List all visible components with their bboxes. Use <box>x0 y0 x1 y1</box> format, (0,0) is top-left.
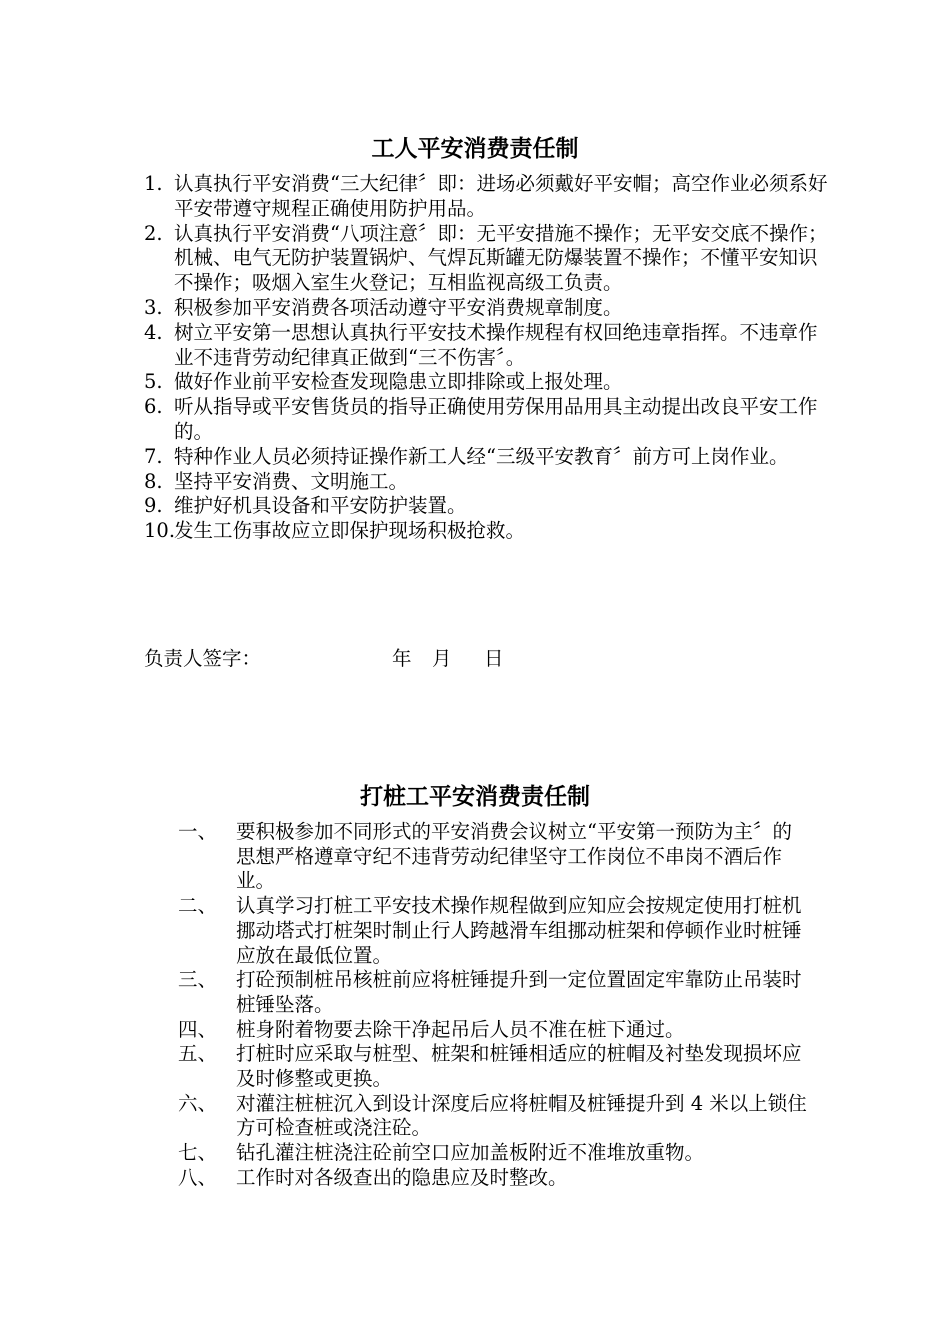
item-text: 认真执行平安消费“八项注意〞即：无平安措施不操作；无平安交底不操作；机械、电气无防护装置锅炉、气焊瓦斯罐无防爆装置不操作；不懂平安知识不操作；吸烟入室生火登记；互相监视高级工负责。 <box>174 221 828 295</box>
item-text: 做好作业前平安检查发现隐患立即排除或上报处理。 <box>174 370 623 394</box>
item-text: 坚持平安消费、文明施工。 <box>174 469 409 493</box>
item-number: 5. <box>144 370 163 394</box>
section-title-workers: 工人平安消费责任制 <box>371 136 579 162</box>
item-text: 特种作业人员必须持证操作新工人经“三级平安教育〞前方可上岗作业。 <box>174 444 789 468</box>
item-text: 打砼预制桩吊核桩前应将桩锤提升到一定位置固定牢靠防止吊装时桩锤坠落。 <box>236 968 802 1016</box>
list-item <box>144 296 834 321</box>
item-text: 认真学习打桩工平安技术操作规程做到应知应会按规定使用打桩机挪动塔式打桩架时制止行人跨越滑车组挪动桩架和停顿作业时桩锤应放在最低位置。 <box>236 894 802 967</box>
item-text: 钻孔灌注桩浇注砼前空口应加盖板附近不准堆放重物。 <box>236 1141 705 1165</box>
list-item <box>144 321 834 371</box>
section-title-pile-driver: 打桩工平安消费责任制 <box>360 784 590 810</box>
item-text: 维护好机具设备和平安防护装置。 <box>174 494 467 518</box>
item-number: 3. <box>144 295 163 319</box>
item-text: 树立平安第一思想认真执行平安技术操作规程有权回绝违章指挥。不违章作业不违背劳动纪律真正做到“三不伤害〞。 <box>174 320 818 369</box>
item-number: 四、 <box>178 1017 218 1041</box>
list-item <box>178 820 810 894</box>
date-month-label: 月 <box>432 647 452 670</box>
list-item <box>178 894 810 968</box>
item-text: 桩身附着物要去除干净起吊后人员不准在桩下通过。 <box>236 1017 685 1041</box>
list-item <box>144 519 834 544</box>
item-number: 五、 <box>178 1042 218 1066</box>
date-year-label: 年 <box>392 647 412 670</box>
list-item <box>178 1092 810 1141</box>
date-day-label: 日 <box>484 647 504 670</box>
item-number: 二、 <box>178 894 218 918</box>
item-number: 七、 <box>178 1141 218 1165</box>
item-text: 打桩时应采取与桩型、桩架和桩锤相适应的桩帽及衬垫发现损坏应及时修整或更换。 <box>236 1042 802 1091</box>
list-item <box>144 395 834 445</box>
item-number: 9. <box>144 494 163 518</box>
item-text: 要积极参加不同形式的平安消费会议树立“平安第一预防为主〞的思想严格遵章守纪不违背劳动纪律坚守工作岗位不串岗不酒后作业。 <box>236 820 792 893</box>
list-item <box>144 470 834 495</box>
list-item <box>144 370 834 395</box>
item-number: 4. <box>144 320 163 344</box>
list-item <box>178 968 810 1017</box>
item-number: 7. <box>144 444 163 468</box>
list-item <box>178 1042 810 1091</box>
list-item <box>178 1166 810 1191</box>
list-item <box>178 1141 810 1166</box>
pile-driver-duty-list <box>178 820 810 1191</box>
list-item <box>144 172 834 222</box>
item-number: 六、 <box>178 1091 218 1115</box>
item-text: 听从指导或平安售货员的指导正确使用劳保用品用具主动提出改良平安工作的。 <box>174 395 818 443</box>
signature-line <box>144 646 504 672</box>
list-item <box>144 494 834 519</box>
item-number: 6. <box>144 395 163 419</box>
item-text: 工作时对各级查出的隐患应及时整改。 <box>236 1165 568 1189</box>
item-text: 发生工伤事故应立即保护现场积极抢救。 <box>174 519 526 543</box>
item-number: 2. <box>144 221 163 245</box>
workers-duty-list <box>144 172 834 544</box>
signature-label: 负责人签字： <box>144 647 262 670</box>
item-number: 三、 <box>178 968 218 992</box>
item-text: 对灌注桩桩沉入到设计深度后应将桩帽及桩锤提升到 4 米以上锁住方可检查桩或浇注砼。 <box>236 1091 807 1140</box>
item-number: 一、 <box>178 820 218 843</box>
item-number: 10. <box>144 519 176 543</box>
item-text: 认真执行平安消费“三大纪律〞即：进场必须戴好平安帽；高空作业必须系好平安带遵守规程正确使用防护用品。 <box>174 172 828 220</box>
item-number: 1. <box>144 172 163 195</box>
item-number: 八、 <box>178 1165 218 1189</box>
item-number: 8. <box>144 469 163 493</box>
list-item <box>144 445 834 470</box>
item-text: 积极参加平安消费各项活动遵守平安消费规章制度。 <box>174 295 623 319</box>
list-item <box>178 1018 810 1043</box>
list-item <box>144 222 834 296</box>
